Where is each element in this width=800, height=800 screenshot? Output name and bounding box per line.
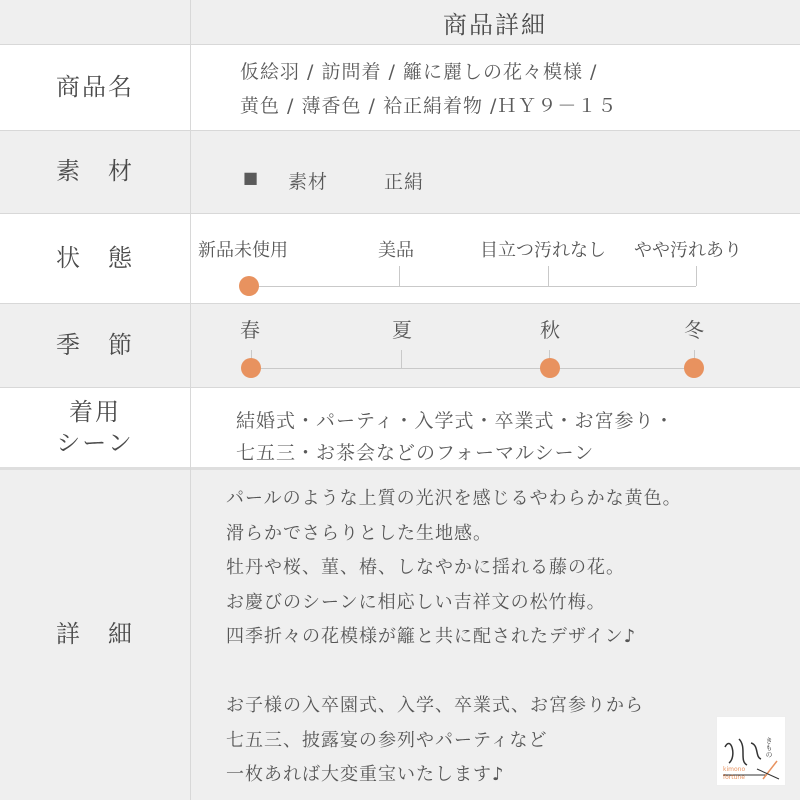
- detail-line: 七五三、披露宴の参列やパーティなど: [226, 729, 548, 751]
- detail-line: 牡丹や桜、菫、椿、しなやかに揺れる藤の花。: [226, 557, 625, 578]
- season-tick: [401, 350, 402, 368]
- occasion-label: [0, 388, 190, 468]
- season-summer: 夏: [392, 318, 412, 342]
- brand-logo: [716, 716, 786, 786]
- season-row: [0, 304, 800, 387]
- detail-label: 詳 細: [56, 620, 134, 649]
- material-key: 素材: [288, 171, 329, 193]
- occasion-label-line2: シーン: [56, 429, 134, 457]
- detail-line: 四季折々の花模様が籬と共に配されたデザイン♪: [226, 626, 637, 647]
- condition-scale-line: [248, 286, 696, 287]
- condition-level-new: 新品未使用: [198, 240, 288, 261]
- condition-tick: [548, 266, 549, 286]
- detail-line: お子様の入卒園式、入学、卒業式、お宮参りから: [226, 695, 644, 716]
- season-label: 季 節: [56, 330, 134, 359]
- condition-tick: [399, 266, 400, 286]
- season-dot-spring: [241, 358, 261, 378]
- occasion-line2: 七五三・お茶会などのフォーマルシーン: [236, 442, 595, 464]
- condition-selected-dot: [239, 276, 259, 296]
- detail-line: パールのような上質の光沢を感じるやわらかな黄色。: [226, 488, 682, 509]
- occasion-row: [0, 388, 800, 468]
- svg-text:きもの: きもの: [765, 737, 773, 758]
- column-divider: [190, 0, 191, 800]
- season-dot-autumn: [540, 358, 560, 378]
- season-spring: 春: [240, 318, 260, 342]
- condition-tick: [696, 266, 697, 286]
- svg-text:fortune: fortune: [723, 774, 745, 781]
- condition-row: [0, 214, 800, 303]
- season-dot-winter: [684, 358, 704, 378]
- detail-line: [226, 655, 682, 690]
- product-name-line2: 黄色 / 薄香色 / 袷正絹着物 /ＨＹ９－１５: [240, 95, 618, 117]
- condition-level-no-stain: 目立つ汚れなし: [480, 240, 606, 261]
- condition-level-slight-stain: やや汚れあり: [634, 240, 742, 261]
- material-row: [0, 131, 800, 213]
- detail-text: [226, 482, 682, 793]
- condition-level-good: 美品: [378, 240, 414, 261]
- detail-line: お慶びのシーンに相応しい吉祥文の松竹梅。: [226, 591, 606, 613]
- season-winter: 冬: [684, 318, 704, 342]
- product-name-label: 商品名: [56, 72, 134, 101]
- occasion-line1: 結婚式・パーティ・入学式・卒業式・お宮参り・: [236, 410, 675, 432]
- detail-line: 滑らかでさらりとした生地感。: [226, 522, 492, 544]
- detail-line: 一枚あれば大変重宝いたします♪: [226, 764, 505, 785]
- product-name-row: [0, 45, 800, 130]
- material-label: 素 材: [56, 157, 134, 186]
- material-bullet: ■: [243, 168, 260, 187]
- occasion-label-line1: 着用: [69, 397, 121, 426]
- product-name-line1: 仮絵羽 / 訪問着 / 籬に麗しの花々模様 /: [240, 61, 598, 83]
- material-value: 正絹: [384, 171, 425, 193]
- svg-text:kimono: kimono: [723, 766, 746, 773]
- page-title: 商品詳細: [443, 10, 547, 39]
- brand-logo-mark: [717, 717, 785, 785]
- condition-label: 状 態: [56, 243, 134, 272]
- season-autumn: 秋: [540, 318, 560, 342]
- season-scale-line: [251, 368, 694, 369]
- detail-row: [0, 470, 800, 800]
